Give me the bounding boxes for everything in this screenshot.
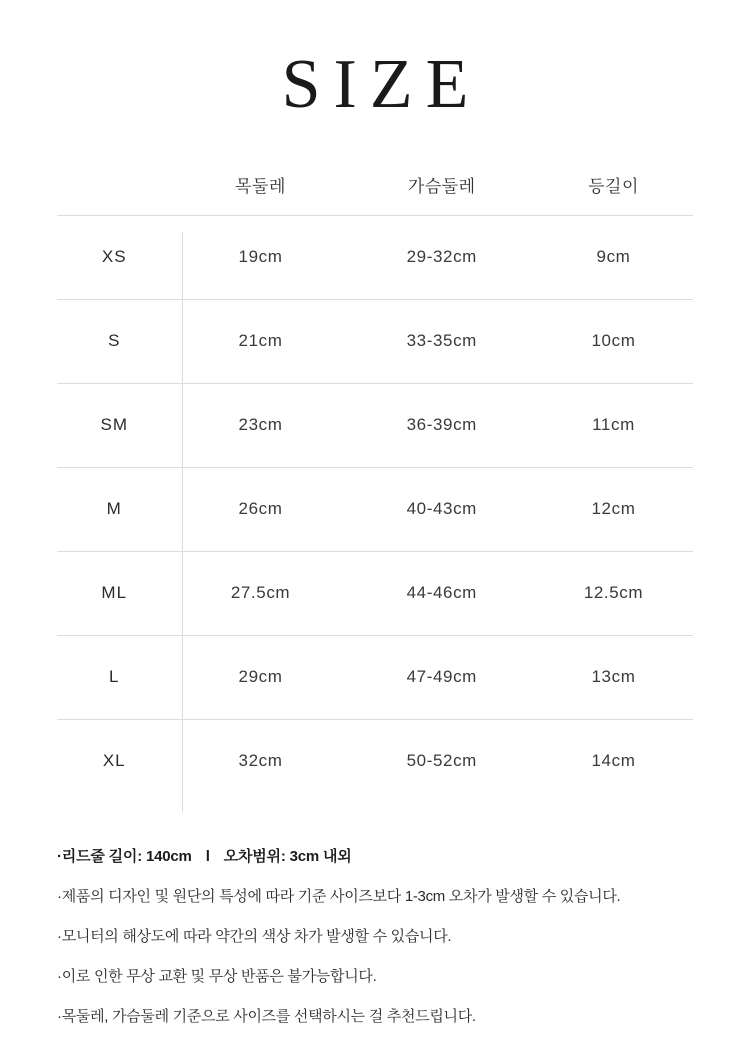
row-label-m: M bbox=[106, 499, 122, 518]
row-label-ml: ML bbox=[101, 583, 128, 602]
table-row bbox=[57, 383, 693, 467]
table-vertical-divider bbox=[182, 232, 183, 812]
leash-length-label: ·리드줄 길이: 140cm bbox=[57, 848, 192, 865]
note-line: ·제품의 디자인 및 원단의 특성에 따라 기준 사이즈보다 1-3cm 오차가 발생할 수 있습니다. bbox=[57, 888, 621, 905]
column-header-neck: 목둘레 bbox=[235, 176, 286, 196]
size-table bbox=[57, 158, 693, 803]
cell-chest-xl: 50-52cm bbox=[406, 751, 477, 770]
cell-chest-m: 40-43cm bbox=[406, 499, 477, 518]
cell-chest-s: 33-35cm bbox=[406, 331, 477, 350]
note-divider: l bbox=[205, 848, 210, 865]
note-line: ·목둘레, 가슴둘레 기준으로 사이즈를 선택하시는 걸 추천드립니다. bbox=[57, 1008, 476, 1025]
note-highlight bbox=[57, 845, 710, 866]
cell-neck-m: 26cm bbox=[238, 499, 283, 518]
row-label-s: S bbox=[108, 331, 121, 350]
size-table-container bbox=[57, 158, 693, 803]
cell-neck-l: 29cm bbox=[238, 667, 283, 686]
table-row bbox=[57, 467, 693, 551]
tolerance-label: 오차범위: 3cm 내외 bbox=[223, 848, 352, 865]
cell-back-m: 12cm bbox=[591, 499, 636, 518]
cell-neck-s: 21cm bbox=[238, 331, 283, 350]
table-row bbox=[57, 719, 693, 803]
page-title: SIZE bbox=[281, 46, 482, 123]
cell-neck-xs: 19cm bbox=[238, 247, 283, 266]
notes-section bbox=[57, 845, 710, 1045]
cell-back-sm: 11cm bbox=[592, 415, 635, 434]
cell-neck-xl: 32cm bbox=[238, 751, 283, 770]
cell-back-ml: 12.5cm bbox=[583, 583, 644, 602]
cell-chest-sm: 36-39cm bbox=[406, 415, 477, 434]
cell-chest-xs: 29-32cm bbox=[406, 247, 477, 266]
cell-neck-sm: 23cm bbox=[238, 415, 283, 434]
row-label-l: L bbox=[109, 667, 120, 686]
table-row bbox=[57, 299, 693, 383]
row-label-xl: XL bbox=[102, 751, 126, 770]
cell-chest-ml: 44-46cm bbox=[406, 583, 477, 602]
table-row bbox=[57, 215, 693, 299]
column-header-chest: 가슴둘레 bbox=[407, 176, 476, 196]
table-header-row bbox=[57, 158, 693, 216]
cell-back-xs: 9cm bbox=[596, 247, 631, 266]
cell-chest-l: 47-49cm bbox=[406, 667, 477, 686]
table-row bbox=[57, 551, 693, 635]
column-header-size bbox=[57, 158, 171, 216]
table-row bbox=[57, 635, 693, 719]
row-label-sm: SM bbox=[100, 415, 128, 434]
table-body bbox=[57, 215, 693, 803]
table-header bbox=[57, 158, 693, 216]
column-header-back: 등길이 bbox=[588, 176, 639, 196]
row-label-xs: XS bbox=[101, 247, 127, 266]
cell-back-l: 13cm bbox=[591, 667, 636, 686]
cell-neck-ml: 27.5cm bbox=[230, 583, 291, 602]
cell-back-s: 10cm bbox=[591, 331, 636, 350]
note-line: ·모니터의 해상도에 따라 약간의 색상 차가 발생할 수 있습니다. bbox=[57, 928, 452, 945]
cell-back-xl: 14cm bbox=[591, 751, 636, 770]
note-line: ·이로 인한 무상 교환 및 무상 반품은 불가능합니다. bbox=[57, 968, 377, 985]
